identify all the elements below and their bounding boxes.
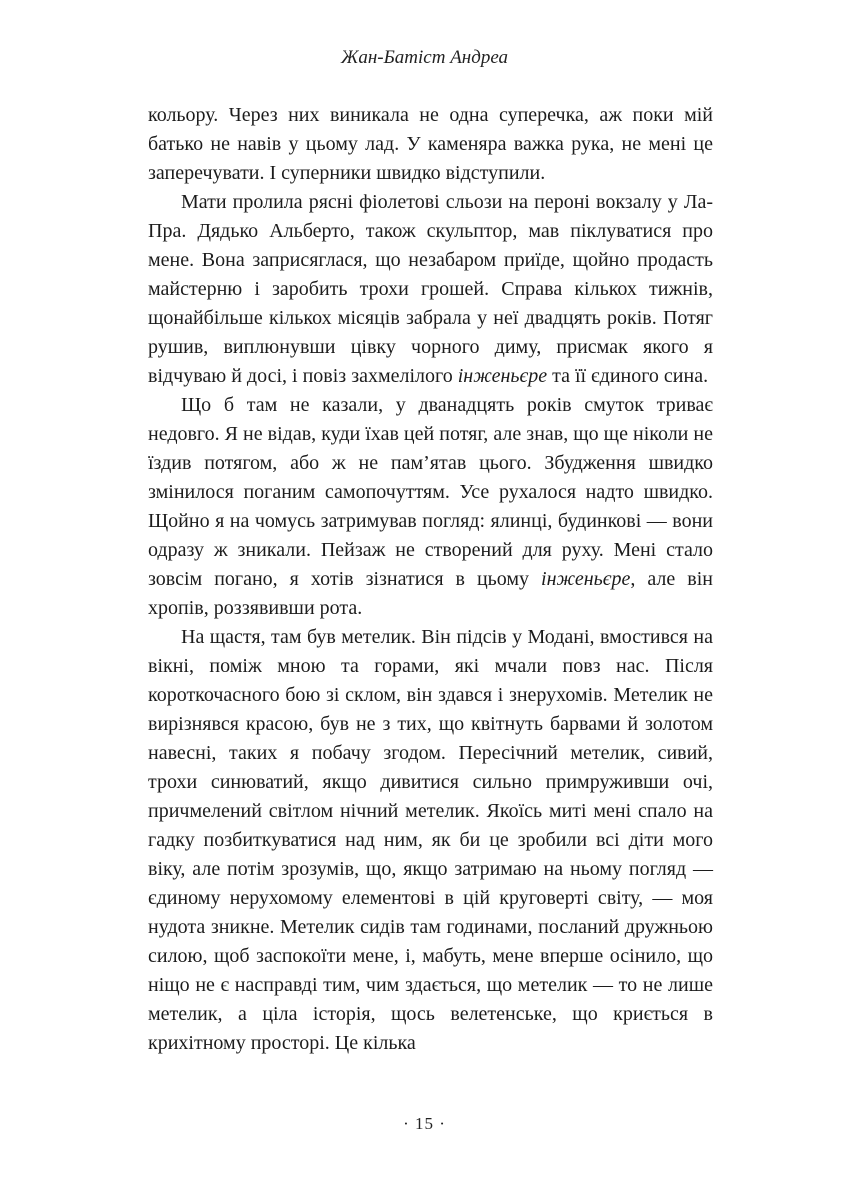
italic-text-run: інженьєре [457,365,548,387]
paragraph [148,188,713,391]
paragraph [148,623,713,1058]
text-run: кольору. Через них виникала не одна суперечка, аж поки мій батько не навів у цьому лад. У каменяра важка рука, не мені це заперечувати. І суперники швидко відступили. [148,104,713,184]
italic-text-run: інженьєре [541,568,631,590]
text-run: Мати пролила рясні фіолетові сльози на пероні вокзалу у Ла-Пра. Дядько Альберто, також скульптор, мав піклуватися про мене. Вона заприсяглася, що незабаром приїде, щойно продасть майстерню і заробить трохи грошей. Справа кількох тижнів, щонайбільше кількох місяців забрала у неї двадцять років. Потяг рушив, виплюнувши цівку чорного диму, присмак якого я відчуваю й досі, і повіз захмелілого [148,191,713,387]
paragraph [148,391,713,623]
text-run: Що б там не казали, у дванадцять років смуток триває недовго. Я не відав, куди їхав цей потяг, але знав, що ще ніколи не їздив потягом, або ж не пам’ятав цього. Збудження швидко змінилося поганим самопочуттям. Усе рухалося надто швидко. Щойно я на чомусь затримував погляд: ялинці, будинкові — вони одразу ж зникали. Пейзаж не створений для руху. Мені стало зовсім погано, я хотів зізнатися в цьому [148,394,713,590]
paragraph [148,101,713,188]
page-number: · 15 · [403,1114,446,1133]
running-header-author: Жан-Батіст Андреа [340,47,509,68]
text-run: та її єдиного сина. [547,365,709,387]
text-run: , але він хропів, роззявивши рота. [148,568,713,619]
text-run: На щастя, там був метелик. Він підсів у Модані, вмостився на вікні, поміж мною та горами, які мчали повз нас. Після короткочасного бою зі склом, він здався і знерухомів. Метелик не вирізнявся красою, був не з тих, що квітнуть барвами й золотом навесні, таких я побачу згодом. Пересічний метелик, сивий, трохи синюватий, якщо дивитися сильно примруживши очі, причмелений світлом нічний метелик. Якоїсь миті мені спало на гадку позбиткуватися над ним, як би це зробили всі діти мого віку, але потім зрозумів, що, якщо затримаю на ньому погляд — єдиному нерухомому елементові в цій круговерті світу, — моя нудота зникне. Метелик сидів там годинами, посланий дружньою силою, щоб заспокоїти мене, і, мабуть, мене вперше осінило, що ніщо не є насправді тим, чим здається, що метелик — то не лише метелик, а ціла історія, щось велетенське, що криється в крихітному просторі. Це кілька [148,626,713,1054]
page-body [148,101,713,1058]
